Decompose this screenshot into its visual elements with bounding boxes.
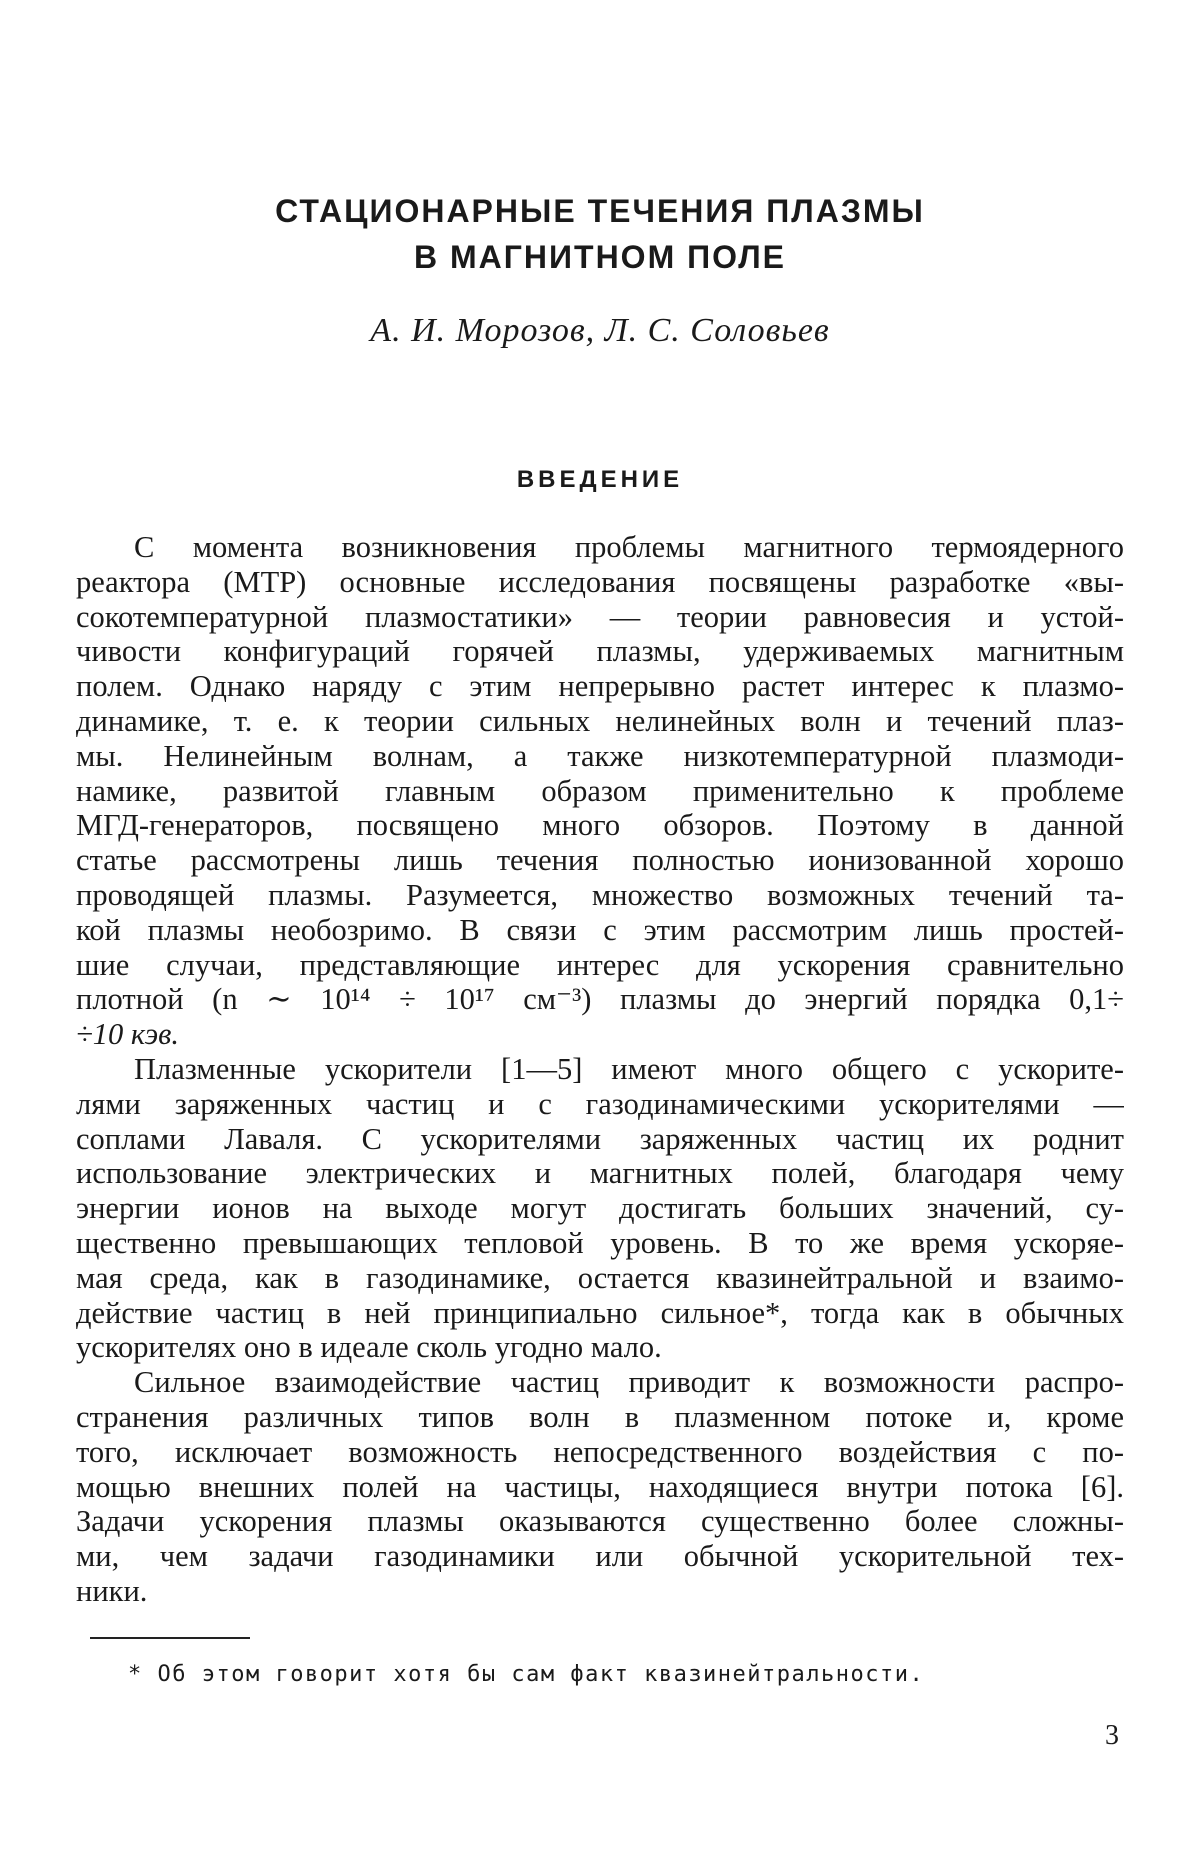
text-line: мая среда, как в газодинамике, остается квазинейтральной и взаимо- [76, 1260, 1124, 1295]
text-line: полем. Однако наряду с этим непрерывно растет интерес к плазмо- [76, 669, 1124, 704]
text-line: соплами Лаваля. С ускорителями заряженных частиц их роднит [76, 1121, 1124, 1156]
text-line: ми, чем задачи газодинамики или обычной ускорительной тех- [76, 1539, 1124, 1574]
text-line: кой плазмы необозримо. В связи с этим рассмотрим лишь простей- [76, 912, 1124, 947]
text-line: шие случаи, представляющие интерес для ускорения сравнительно [76, 947, 1124, 982]
text-line: реактора (МТР) основные исследования посвящены разработке «вы- [76, 564, 1124, 599]
text-line: ÷10 кэв. [76, 1017, 180, 1052]
text-line: ники. [76, 1573, 148, 1608]
footnote-rule [90, 1637, 250, 1639]
text-line: плотной (n ∼ 10¹⁴ ÷ 10¹⁷ см⁻³) плазмы до энергий порядка 0,1÷ [76, 982, 1124, 1017]
text-line: Сильное взаимодействие частиц приводит к возможности распро- [134, 1365, 1124, 1400]
text-line: Задачи ускорения плазмы оказываются существенно более сложны- [76, 1504, 1124, 1539]
section-heading: ВВЕДЕНИЕ [516, 466, 684, 493]
text-line: проводящей плазмы. Разумеется, множество возможных течений та- [76, 877, 1124, 912]
text-line: МГД-генераторов, посвящено много обзоров. Поэтому в данной [76, 808, 1124, 843]
text-line: С момента возникновения проблемы магнитного термоядерного [134, 530, 1124, 564]
text-line: мощью внешних полей на частицы, находящиеся внутри потока [6]. [76, 1469, 1124, 1504]
text-line: намике, развитой главным образом применительно к проблеме [76, 773, 1124, 808]
text-line: ускорителях оно в идеале сколь угодно мало. [76, 1330, 662, 1365]
text-line: чивости конфигураций горячей плазмы, удерживаемых магнитным [76, 634, 1124, 669]
text-line: странения различных типов волн в плазменном потоке и, кроме [76, 1399, 1124, 1434]
text-line: того, исключает возможность непосредственного воздействия с по- [76, 1434, 1124, 1469]
text-line: Плазменные ускорители [1—5] имеют много общего с ускорите- [134, 1051, 1124, 1086]
text-line: лями заряженных частиц и с газодинамическими ускорителями — [76, 1086, 1124, 1121]
text-line: статье рассмотрены лишь течения полностью ионизованной хорошо [76, 843, 1124, 878]
text-line: использование электрических и магнитных полей, благодаря чему [76, 1156, 1124, 1191]
text-line: щественно превышающих тепловой уровень. В то же время ускоряе- [76, 1225, 1124, 1260]
text-line: динамике, т. е. к теории сильных нелинейных волн и течений плаз- [76, 703, 1124, 738]
title-line-2: В МАГНИТНОМ ПОЛЕ [414, 239, 786, 275]
text-line: сокотемпературной плазмостатики» — теории равновесия и устой- [76, 599, 1124, 634]
text-line: мы. Нелинейным волнам, а также низкотемпературной плазмоди- [76, 738, 1124, 773]
authors: А. И. Морозов, Л. С. Соловьев [370, 312, 830, 349]
footnote: * Об этом говорит хотя бы сам факт квазинейтральности. [128, 1662, 925, 1687]
title-line-1: СТАЦИОНАРНЫЕ ТЕЧЕНИЯ ПЛАЗМЫ [275, 193, 925, 229]
body-text [76, 530, 1124, 1609]
page-number: 3 [1105, 1720, 1119, 1751]
text-line: действие частиц в ней принципиально сильное*, тогда как в обычных [76, 1295, 1124, 1330]
text-line: энергии ионов на выходе могут достигать больших значений, су- [76, 1191, 1124, 1226]
